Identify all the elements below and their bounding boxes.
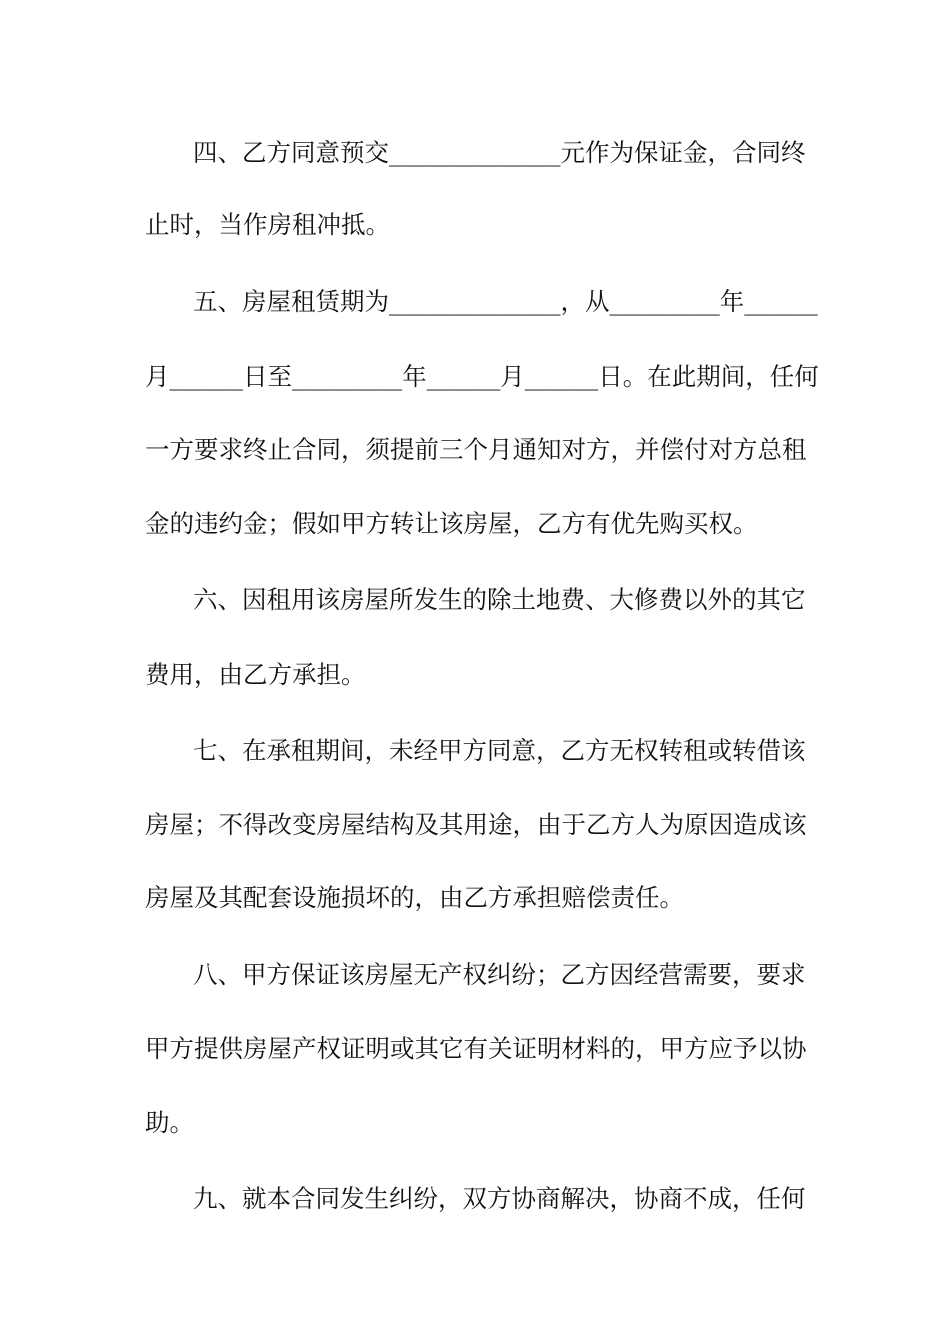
clause-9-line-1: 九、就本合同发生纠纷，双方协商解决，协商不成，任何 bbox=[193, 1184, 806, 1213]
clause-4-line-2: 止时，当作房租冲抵。 bbox=[145, 210, 390, 239]
clause-7-line-3: 房屋及其配套设施损坏的，由乙方承担赔偿责任。 bbox=[145, 883, 684, 912]
clause-6-line-2: 费用，由乙方承担。 bbox=[145, 660, 366, 689]
clause-7-line-1: 七、在承租期间，未经甲方同意，乙方无权转租或转借该 bbox=[193, 736, 806, 765]
clause-8-line-3: 助。 bbox=[145, 1108, 194, 1137]
clause-5-line-4: 金的违约金；假如甲方转让该房屋，乙方有优先购买权。 bbox=[145, 509, 758, 538]
clause-5-line-1: 五、房屋租赁期为______________，从_________年______ bbox=[193, 287, 818, 316]
clause-7-line-2: 房屋；不得改变房屋结构及其用途，由于乙方人为原因造成该 bbox=[145, 810, 807, 839]
clause-5-line-3: 一方要求终止合同，须提前三个月通知对方，并偿付对方总租 bbox=[145, 435, 807, 464]
clause-4-line-1: 四、乙方同意预交______________元作为保证金，合同终 bbox=[193, 138, 806, 167]
clause-6-line-1: 六、因租用该房屋所发生的除土地费、大修费以外的其它 bbox=[193, 585, 806, 614]
clause-5-line-2: 月______日至_________年______月______日。在此期间，任何 bbox=[145, 362, 819, 391]
clause-8-line-1: 八、甲方保证该房屋无产权纠纷；乙方因经营需要，要求 bbox=[193, 960, 806, 989]
clause-8-line-2: 甲方提供房屋产权证明或其它有关证明材料的，甲方应予以协 bbox=[145, 1034, 807, 1063]
